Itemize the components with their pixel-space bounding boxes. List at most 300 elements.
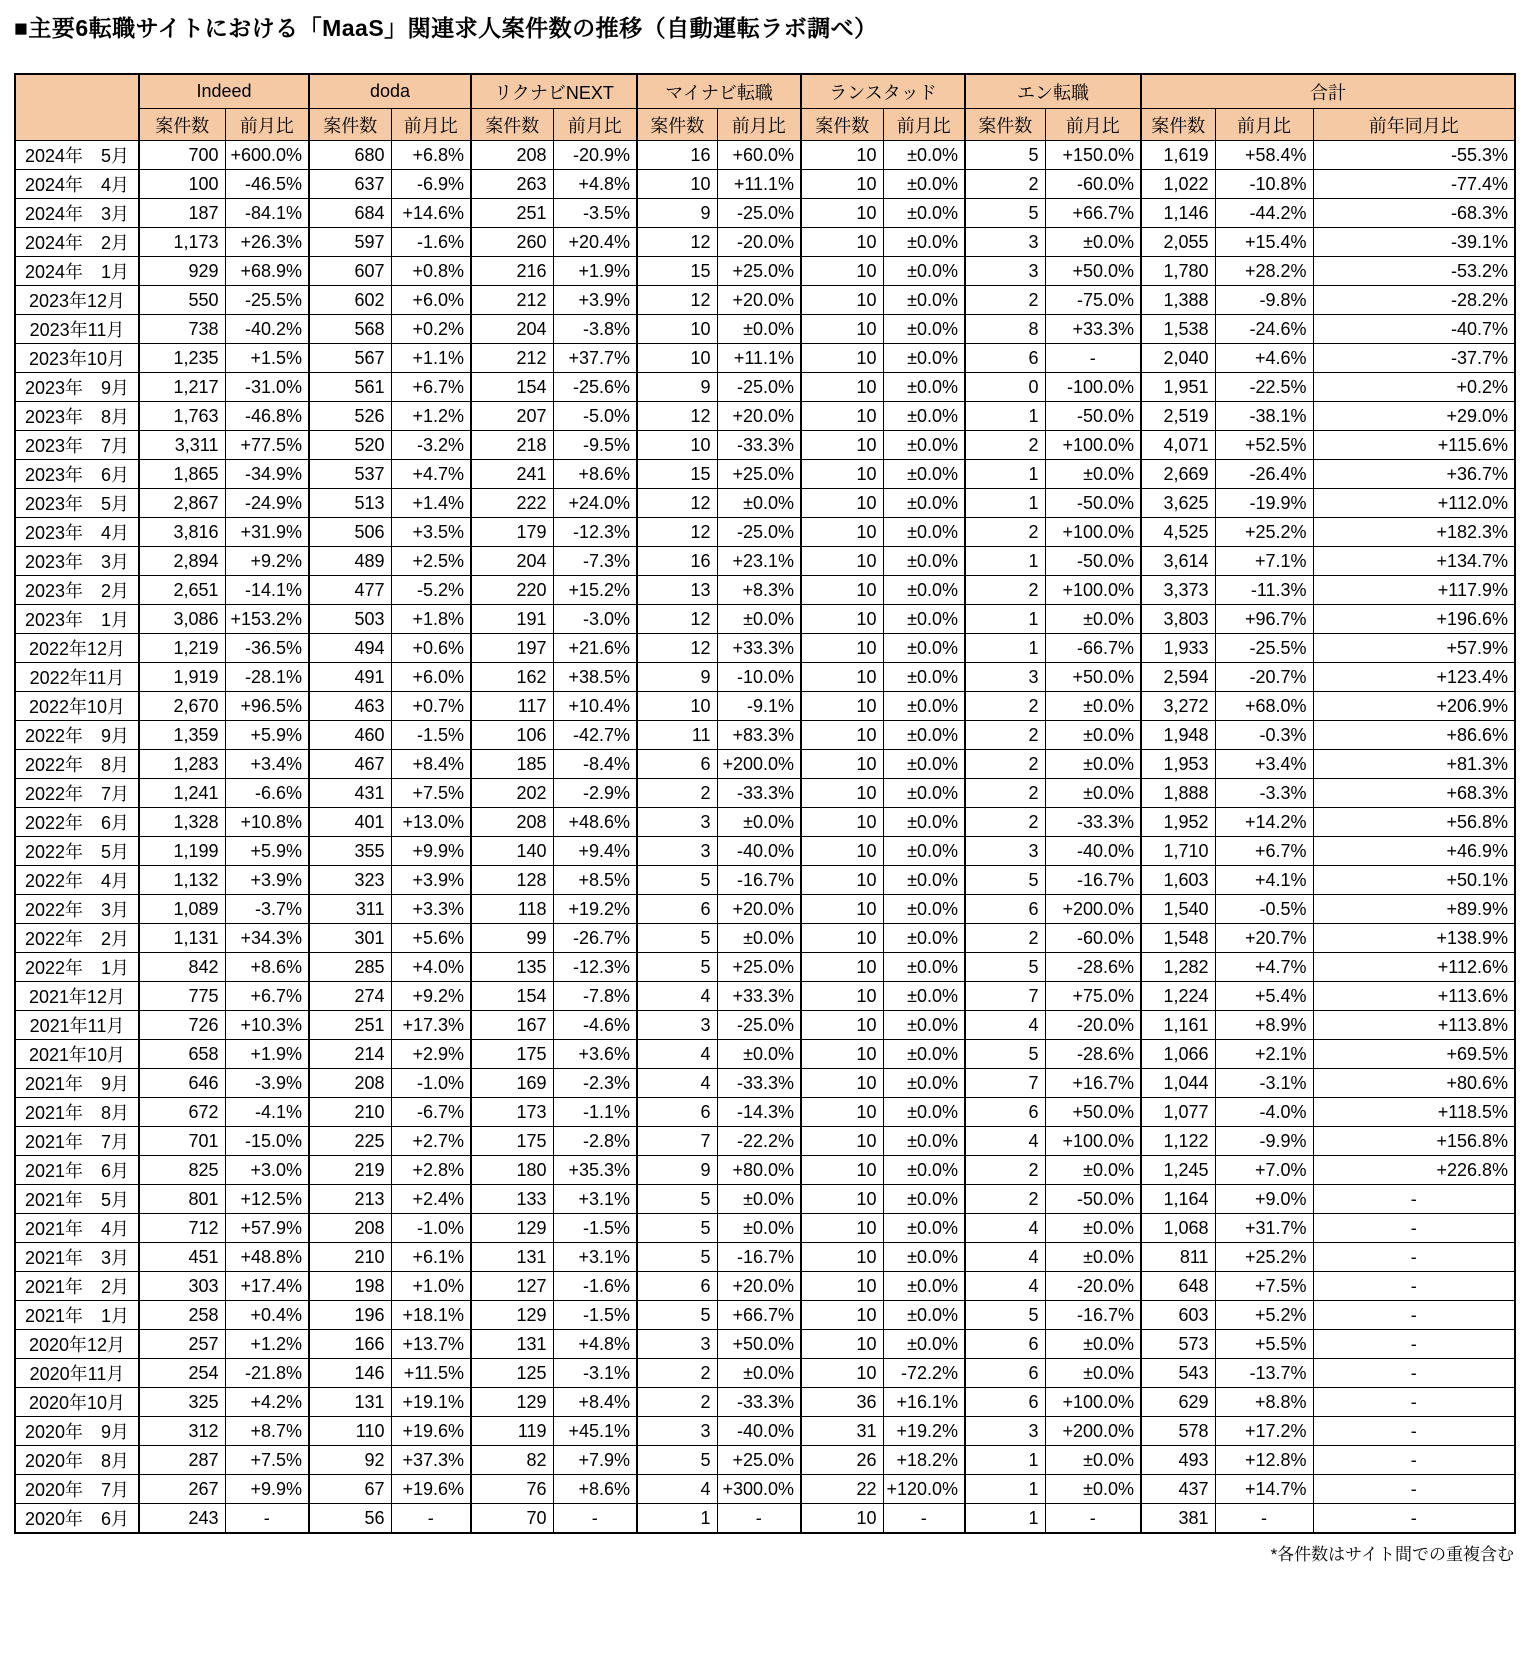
cell-mynavi-count: 3	[637, 1417, 717, 1446]
cell-indeed-mom: +600.0%	[225, 141, 309, 170]
cell-indeed-count: 3,816	[139, 518, 225, 547]
cell-doda-count: 637	[309, 170, 391, 199]
table-row	[15, 402, 1515, 431]
row-month: 2021年12月	[15, 982, 139, 1011]
row-month: 2023年11月	[15, 315, 139, 344]
cell-en-mom: -16.7%	[1045, 1301, 1141, 1330]
cell-randstad-count: 10	[801, 228, 883, 257]
cell-total-yoy: -	[1313, 1359, 1515, 1388]
cell-mynavi-mom: +33.3%	[717, 634, 801, 663]
row-month: 2024年 2月	[15, 228, 139, 257]
cell-indeed-mom: +12.5%	[225, 1185, 309, 1214]
cell-en-count: 1	[965, 547, 1045, 576]
table-row	[15, 1475, 1515, 1504]
cell-total-yoy: +113.8%	[1313, 1011, 1515, 1040]
cell-total-yoy: +118.5%	[1313, 1098, 1515, 1127]
cell-mynavi-count: 5	[637, 1214, 717, 1243]
cell-total-mom: -38.1%	[1215, 402, 1313, 431]
cell-doda-count: 602	[309, 286, 391, 315]
cell-mynavi-count: 11	[637, 721, 717, 750]
cell-doda-mom: +1.1%	[391, 344, 471, 373]
cell-rikunabi-count: 76	[471, 1475, 553, 1504]
cell-rikunabi-count: 208	[471, 808, 553, 837]
cell-mynavi-count: 15	[637, 257, 717, 286]
cell-total-count: 2,594	[1141, 663, 1215, 692]
cell-indeed-count: 2,651	[139, 576, 225, 605]
cell-total-count: 1,953	[1141, 750, 1215, 779]
cell-total-count: 3,614	[1141, 547, 1215, 576]
cell-en-count: 4	[965, 1214, 1045, 1243]
subheader-7-1: 案件数	[1141, 109, 1215, 141]
cell-total-count: 1,933	[1141, 634, 1215, 663]
cell-indeed-mom: +77.5%	[225, 431, 309, 460]
cell-en-mom: +50.0%	[1045, 663, 1141, 692]
cell-total-count: 1,388	[1141, 286, 1215, 315]
cell-total-count: 811	[1141, 1243, 1215, 1272]
cell-randstad-mom: ±0.0%	[883, 1301, 965, 1330]
table-row	[15, 1446, 1515, 1475]
cell-randstad-mom: ±0.0%	[883, 1127, 965, 1156]
cell-rikunabi-mom: +19.2%	[553, 895, 637, 924]
cell-total-yoy: -	[1313, 1330, 1515, 1359]
cell-indeed-count: 257	[139, 1330, 225, 1359]
cell-doda-mom: +2.4%	[391, 1185, 471, 1214]
cell-mynavi-count: 10	[637, 315, 717, 344]
table-row	[15, 808, 1515, 837]
cell-indeed-mom: +1.5%	[225, 344, 309, 373]
cell-rikunabi-count: 162	[471, 663, 553, 692]
table-row	[15, 1156, 1515, 1185]
cell-indeed-mom: +4.2%	[225, 1388, 309, 1417]
cell-mynavi-count: 6	[637, 750, 717, 779]
cell-randstad-count: 22	[801, 1475, 883, 1504]
cell-rikunabi-count: 129	[471, 1301, 553, 1330]
cell-doda-mom: -	[391, 1504, 471, 1534]
cell-indeed-mom: +3.4%	[225, 750, 309, 779]
cell-mynavi-mom: +8.3%	[717, 576, 801, 605]
cell-rikunabi-mom: +3.1%	[553, 1185, 637, 1214]
cell-rikunabi-count: 173	[471, 1098, 553, 1127]
cell-rikunabi-count: 202	[471, 779, 553, 808]
table-row	[15, 1301, 1515, 1330]
cell-indeed-count: 287	[139, 1446, 225, 1475]
cell-indeed-count: 726	[139, 1011, 225, 1040]
cell-rikunabi-mom: -1.5%	[553, 1301, 637, 1330]
cell-total-mom: +14.7%	[1215, 1475, 1313, 1504]
cell-total-mom: +5.4%	[1215, 982, 1313, 1011]
cell-rikunabi-mom: -12.3%	[553, 953, 637, 982]
cell-total-yoy: +112.6%	[1313, 953, 1515, 982]
row-month: 2020年 8月	[15, 1446, 139, 1475]
cell-doda-count: 210	[309, 1098, 391, 1127]
cell-randstad-mom: ±0.0%	[883, 373, 965, 402]
cell-rikunabi-mom: -9.5%	[553, 431, 637, 460]
table-row	[15, 1185, 1515, 1214]
cell-total-count: 1,710	[1141, 837, 1215, 866]
cell-doda-mom: +18.1%	[391, 1301, 471, 1330]
cell-randstad-count: 10	[801, 373, 883, 402]
column-group-5: ランスタッド	[801, 74, 965, 109]
cell-total-mom: +9.0%	[1215, 1185, 1313, 1214]
cell-en-mom: ±0.0%	[1045, 1214, 1141, 1243]
row-month: 2021年11月	[15, 1011, 139, 1040]
cell-en-count: 5	[965, 1301, 1045, 1330]
cell-mynavi-count: 2	[637, 779, 717, 808]
cell-rikunabi-count: 119	[471, 1417, 553, 1446]
cell-doda-mom: +8.4%	[391, 750, 471, 779]
table-row	[15, 1417, 1515, 1446]
cell-doda-count: 196	[309, 1301, 391, 1330]
cell-total-yoy: +206.9%	[1313, 692, 1515, 721]
cell-mynavi-count: 10	[637, 170, 717, 199]
cell-indeed-mom: +8.6%	[225, 953, 309, 982]
row-month: 2021年10月	[15, 1040, 139, 1069]
cell-doda-count: 301	[309, 924, 391, 953]
cell-randstad-count: 10	[801, 895, 883, 924]
cell-en-count: 2	[965, 721, 1045, 750]
row-month: 2021年 7月	[15, 1127, 139, 1156]
cell-indeed-count: 646	[139, 1069, 225, 1098]
cell-en-mom: -75.0%	[1045, 286, 1141, 315]
cell-randstad-count: 31	[801, 1417, 883, 1446]
cell-mynavi-count: 3	[637, 1011, 717, 1040]
cell-indeed-count: 658	[139, 1040, 225, 1069]
cell-total-yoy: +68.3%	[1313, 779, 1515, 808]
cell-randstad-mom: ±0.0%	[883, 663, 965, 692]
cell-total-yoy: +36.7%	[1313, 460, 1515, 489]
cell-total-mom: +4.1%	[1215, 866, 1313, 895]
cell-rikunabi-mom: +8.5%	[553, 866, 637, 895]
cell-doda-mom: +1.0%	[391, 1272, 471, 1301]
cell-mynavi-mom: +83.3%	[717, 721, 801, 750]
table-row	[15, 228, 1515, 257]
cell-mynavi-count: 10	[637, 344, 717, 373]
cell-total-mom: +5.5%	[1215, 1330, 1313, 1359]
cell-indeed-count: 1,235	[139, 344, 225, 373]
cell-rikunabi-mom: +1.9%	[553, 257, 637, 286]
cell-en-count: 4	[965, 1127, 1045, 1156]
cell-en-mom: -100.0%	[1045, 373, 1141, 402]
cell-total-mom: +3.4%	[1215, 750, 1313, 779]
cell-en-count: 3	[965, 837, 1045, 866]
cell-doda-mom: -3.2%	[391, 431, 471, 460]
cell-mynavi-count: 4	[637, 1040, 717, 1069]
cell-en-count: 2	[965, 518, 1045, 547]
subheader-3-1: 案件数	[471, 109, 553, 141]
cell-en-mom: +200.0%	[1045, 1417, 1141, 1446]
cell-total-count: 578	[1141, 1417, 1215, 1446]
cell-indeed-mom: -4.1%	[225, 1098, 309, 1127]
cell-mynavi-count: 9	[637, 663, 717, 692]
cell-doda-mom: +6.7%	[391, 373, 471, 402]
cell-mynavi-count: 9	[637, 1156, 717, 1185]
cell-rikunabi-mom: -8.4%	[553, 750, 637, 779]
cell-mynavi-count: 5	[637, 1301, 717, 1330]
cell-rikunabi-count: 251	[471, 199, 553, 228]
cell-mynavi-count: 1	[637, 1504, 717, 1534]
subheader-5-2: 前月比	[883, 109, 965, 141]
cell-indeed-mom: -6.6%	[225, 779, 309, 808]
cell-randstad-count: 10	[801, 141, 883, 170]
cell-mynavi-mom: -22.2%	[717, 1127, 801, 1156]
cell-total-yoy: -	[1313, 1185, 1515, 1214]
cell-randstad-mom: ±0.0%	[883, 518, 965, 547]
cell-mynavi-mom: ±0.0%	[717, 489, 801, 518]
cell-randstad-mom: ±0.0%	[883, 837, 965, 866]
table-row	[15, 460, 1515, 489]
cell-randstad-mom: ±0.0%	[883, 1330, 965, 1359]
cell-total-count: 381	[1141, 1504, 1215, 1534]
cell-mynavi-count: 7	[637, 1127, 717, 1156]
cell-en-mom: +75.0%	[1045, 982, 1141, 1011]
cell-randstad-count: 10	[801, 199, 883, 228]
cell-rikunabi-mom: +4.8%	[553, 1330, 637, 1359]
cell-doda-mom: +13.0%	[391, 808, 471, 837]
cell-doda-mom: +5.6%	[391, 924, 471, 953]
cell-randstad-count: 10	[801, 489, 883, 518]
cell-total-yoy: -	[1313, 1214, 1515, 1243]
cell-total-count: 493	[1141, 1446, 1215, 1475]
cell-randstad-count: 10	[801, 1040, 883, 1069]
cell-indeed-mom: -21.8%	[225, 1359, 309, 1388]
cell-total-yoy: -28.2%	[1313, 286, 1515, 315]
row-month: 2021年 2月	[15, 1272, 139, 1301]
cell-rikunabi-count: 135	[471, 953, 553, 982]
cell-rikunabi-count: 204	[471, 315, 553, 344]
footnote: *各件数はサイト間での重複含む	[1270, 1545, 1514, 1564]
table-row	[15, 257, 1515, 286]
cell-doda-count: 219	[309, 1156, 391, 1185]
cell-mynavi-count: 5	[637, 866, 717, 895]
cell-indeed-count: 1,219	[139, 634, 225, 663]
cell-total-mom: +4.7%	[1215, 953, 1313, 982]
cell-mynavi-mom: ±0.0%	[717, 1359, 801, 1388]
cell-total-count: 1,780	[1141, 257, 1215, 286]
cell-rikunabi-mom: -2.3%	[553, 1069, 637, 1098]
cell-randstad-mom: ±0.0%	[883, 170, 965, 199]
cell-rikunabi-count: 131	[471, 1243, 553, 1272]
cell-indeed-count: 1,199	[139, 837, 225, 866]
row-month: 2022年 7月	[15, 779, 139, 808]
row-month: 2021年 5月	[15, 1185, 139, 1214]
row-month: 2024年 3月	[15, 199, 139, 228]
cell-indeed-count: 1,132	[139, 866, 225, 895]
subheader-4-1: 案件数	[637, 109, 717, 141]
cell-total-count: 1,548	[1141, 924, 1215, 953]
cell-indeed-mom: +8.7%	[225, 1417, 309, 1446]
cell-rikunabi-mom: -42.7%	[553, 721, 637, 750]
cell-total-yoy: -	[1313, 1243, 1515, 1272]
row-month: 2022年 3月	[15, 895, 139, 924]
cell-doda-mom: +1.8%	[391, 605, 471, 634]
cell-rikunabi-count: 128	[471, 866, 553, 895]
cell-indeed-mom: -24.9%	[225, 489, 309, 518]
cell-doda-count: 467	[309, 750, 391, 779]
cell-mynavi-count: 12	[637, 489, 717, 518]
cell-total-yoy: +134.7%	[1313, 547, 1515, 576]
cell-total-mom: +14.2%	[1215, 808, 1313, 837]
cell-doda-mom: +2.8%	[391, 1156, 471, 1185]
cell-total-mom: -3.3%	[1215, 779, 1313, 808]
cell-en-mom: ±0.0%	[1045, 692, 1141, 721]
row-month: 2023年10月	[15, 344, 139, 373]
cell-mynavi-count: 16	[637, 141, 717, 170]
row-month: 2020年10月	[15, 1388, 139, 1417]
cell-en-count: 5	[965, 199, 1045, 228]
cell-randstad-mom: ±0.0%	[883, 605, 965, 634]
row-month: 2021年 9月	[15, 1069, 139, 1098]
cell-doda-mom: +0.2%	[391, 315, 471, 344]
cell-randstad-count: 10	[801, 1330, 883, 1359]
cell-en-count: 1	[965, 402, 1045, 431]
cell-total-count: 648	[1141, 1272, 1215, 1301]
cell-randstad-mom: ±0.0%	[883, 692, 965, 721]
cell-rikunabi-mom: +9.4%	[553, 837, 637, 866]
cell-en-mom: -20.0%	[1045, 1011, 1141, 1040]
cell-en-mom: +200.0%	[1045, 895, 1141, 924]
cell-total-yoy: -40.7%	[1313, 315, 1515, 344]
cell-indeed-mom: -36.5%	[225, 634, 309, 663]
cell-doda-mom: -5.2%	[391, 576, 471, 605]
cell-doda-mom: -1.6%	[391, 228, 471, 257]
table-row	[15, 286, 1515, 315]
cell-indeed-mom: +1.2%	[225, 1330, 309, 1359]
table-row	[15, 1040, 1515, 1069]
column-group-4: マイナビ転職	[637, 74, 801, 109]
table-row	[15, 1388, 1515, 1417]
cell-indeed-mom: +48.8%	[225, 1243, 309, 1272]
cell-total-mom: +7.5%	[1215, 1272, 1313, 1301]
cell-mynavi-mom: -20.0%	[717, 228, 801, 257]
cell-en-count: 1	[965, 634, 1045, 663]
cell-mynavi-count: 3	[637, 808, 717, 837]
cell-randstad-mom: ±0.0%	[883, 431, 965, 460]
column-group-3: リクナビNEXT	[471, 74, 637, 109]
cell-mynavi-mom: -25.0%	[717, 518, 801, 547]
cell-rikunabi-mom: -2.9%	[553, 779, 637, 808]
table-row	[15, 634, 1515, 663]
cell-total-yoy: -68.3%	[1313, 199, 1515, 228]
cell-total-yoy: +57.9%	[1313, 634, 1515, 663]
cell-mynavi-count: 15	[637, 460, 717, 489]
cell-total-yoy: +46.9%	[1313, 837, 1515, 866]
cell-doda-mom: +14.6%	[391, 199, 471, 228]
cell-mynavi-count: 12	[637, 634, 717, 663]
cell-doda-mom: +11.5%	[391, 1359, 471, 1388]
cell-rikunabi-mom: +21.6%	[553, 634, 637, 663]
cell-total-count: 2,055	[1141, 228, 1215, 257]
cell-en-mom: ±0.0%	[1045, 779, 1141, 808]
cell-rikunabi-mom: +38.5%	[553, 663, 637, 692]
cell-doda-count: 460	[309, 721, 391, 750]
cell-randstad-mom: +18.2%	[883, 1446, 965, 1475]
cell-indeed-mom: +153.2%	[225, 605, 309, 634]
cell-indeed-mom: -3.7%	[225, 895, 309, 924]
cell-doda-mom: -6.9%	[391, 170, 471, 199]
cell-en-count: 3	[965, 228, 1045, 257]
cell-rikunabi-count: 208	[471, 141, 553, 170]
cell-rikunabi-mom: -12.3%	[553, 518, 637, 547]
cell-total-mom: +8.8%	[1215, 1388, 1313, 1417]
row-month: 2022年 9月	[15, 721, 139, 750]
cell-en-mom: +50.0%	[1045, 257, 1141, 286]
cell-total-mom: +7.1%	[1215, 547, 1313, 576]
cell-en-mom: -20.0%	[1045, 1272, 1141, 1301]
cell-randstad-count: 10	[801, 663, 883, 692]
cell-rikunabi-mom: +3.9%	[553, 286, 637, 315]
cell-doda-count: 463	[309, 692, 391, 721]
cell-rikunabi-mom: -7.8%	[553, 982, 637, 1011]
cell-mynavi-mom: +300.0%	[717, 1475, 801, 1504]
table-row	[15, 605, 1515, 634]
cell-randstad-count: 10	[801, 779, 883, 808]
cell-total-mom: +25.2%	[1215, 518, 1313, 547]
cell-en-mom: ±0.0%	[1045, 1475, 1141, 1504]
cell-mynavi-mom: -40.0%	[717, 837, 801, 866]
cell-indeed-count: 1,089	[139, 895, 225, 924]
cell-randstad-count: 10	[801, 1243, 883, 1272]
cell-en-count: 6	[965, 344, 1045, 373]
cell-indeed-count: 775	[139, 982, 225, 1011]
cell-rikunabi-count: 185	[471, 750, 553, 779]
subheader-2-1: 案件数	[309, 109, 391, 141]
row-month: 2022年 2月	[15, 924, 139, 953]
cell-rikunabi-count: 99	[471, 924, 553, 953]
cell-total-yoy: +115.6%	[1313, 431, 1515, 460]
row-month: 2023年 6月	[15, 460, 139, 489]
table-row	[15, 953, 1515, 982]
cell-en-count: 7	[965, 1069, 1045, 1098]
cell-rikunabi-mom: +3.1%	[553, 1243, 637, 1272]
cell-mynavi-mom: +25.0%	[717, 1446, 801, 1475]
cell-total-yoy: +112.0%	[1313, 489, 1515, 518]
subheader-1-2: 前月比	[225, 109, 309, 141]
cell-randstad-mom: ±0.0%	[883, 1243, 965, 1272]
cell-rikunabi-mom: -7.3%	[553, 547, 637, 576]
cell-randstad-mom: ±0.0%	[883, 1214, 965, 1243]
cell-total-yoy: +226.8%	[1313, 1156, 1515, 1185]
cell-randstad-mom: ±0.0%	[883, 460, 965, 489]
cell-total-mom: -10.8%	[1215, 170, 1313, 199]
cell-indeed-count: 187	[139, 199, 225, 228]
cell-total-mom: +20.7%	[1215, 924, 1313, 953]
cell-mynavi-mom: -16.7%	[717, 866, 801, 895]
cell-indeed-mom: +57.9%	[225, 1214, 309, 1243]
cell-mynavi-mom: +25.0%	[717, 257, 801, 286]
cell-total-yoy: +113.6%	[1313, 982, 1515, 1011]
cell-indeed-mom: +0.4%	[225, 1301, 309, 1330]
cell-randstad-mom: +16.1%	[883, 1388, 965, 1417]
cell-en-count: 2	[965, 692, 1045, 721]
cell-randstad-mom: ±0.0%	[883, 315, 965, 344]
cell-mynavi-count: 12	[637, 402, 717, 431]
cell-total-yoy: +156.8%	[1313, 1127, 1515, 1156]
cell-total-mom: +68.0%	[1215, 692, 1313, 721]
cell-mynavi-count: 2	[637, 1388, 717, 1417]
cell-indeed-mom: -25.5%	[225, 286, 309, 315]
table-row	[15, 518, 1515, 547]
table-row	[15, 199, 1515, 228]
cell-rikunabi-count: 106	[471, 721, 553, 750]
cell-en-mom: +100.0%	[1045, 518, 1141, 547]
cell-indeed-count: 451	[139, 1243, 225, 1272]
cell-rikunabi-count: 175	[471, 1040, 553, 1069]
cell-total-yoy: -	[1313, 1388, 1515, 1417]
cell-indeed-count: 1,241	[139, 779, 225, 808]
cell-mynavi-mom: +20.0%	[717, 402, 801, 431]
subheader-3-2: 前月比	[553, 109, 637, 141]
cell-rikunabi-count: 191	[471, 605, 553, 634]
